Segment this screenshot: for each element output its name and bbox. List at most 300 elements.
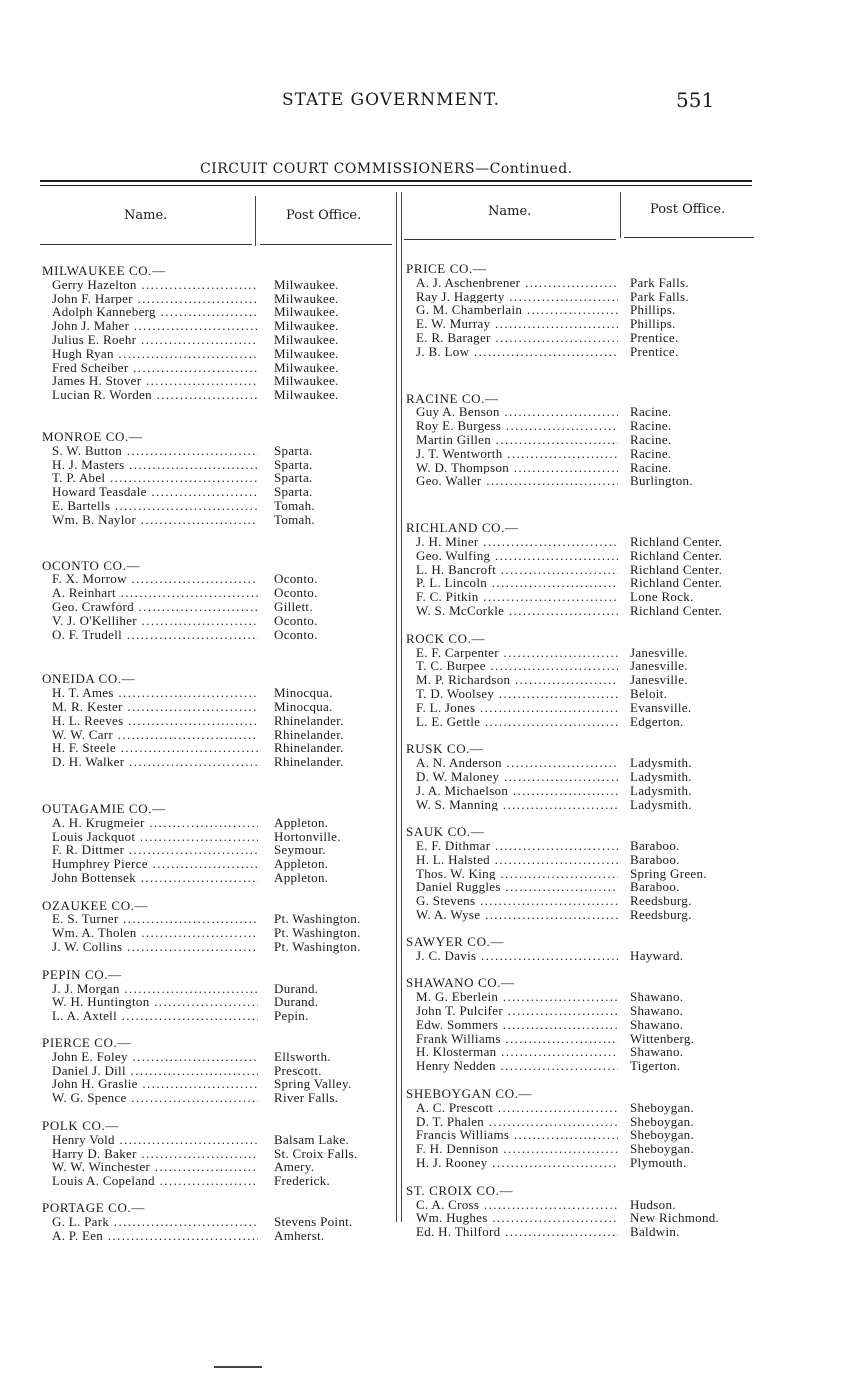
commissioner-name <box>406 447 618 461</box>
post-office: Spring Valley. <box>274 1076 352 1092</box>
commissioner-name-text: John E. Foley <box>52 1049 128 1064</box>
commissioner-entry <box>406 687 756 701</box>
commissioner-entry <box>42 600 394 614</box>
commissioner-entry <box>406 576 756 590</box>
county-name: PIERCE CO.— <box>42 1035 131 1051</box>
commissioner-name <box>42 1064 258 1078</box>
commissioner-name-text: W. A. Wyse <box>416 908 481 922</box>
commissioner-name-text: G. M. Chamberlain <box>416 303 523 318</box>
commissioner-name-text: A. P. Een <box>52 1228 104 1243</box>
commissioner-entry <box>406 1198 756 1212</box>
commissioner-entry <box>42 458 394 472</box>
commissioner-name-text: Daniel J. Dill <box>52 1063 126 1078</box>
post-office: Milwaukee. <box>274 290 339 306</box>
post-office: Beloit. <box>630 685 668 701</box>
commissioner-name-text: M. P. Richardson <box>416 673 511 687</box>
commissioner-entry <box>406 331 756 345</box>
commissioner-name-text: Wm. Hughes <box>416 1211 488 1226</box>
commissioner-name-text: John T. Pulcifer <box>416 1004 504 1018</box>
commissioner-name <box>42 374 258 388</box>
commissioner-name-text: E. W. Murray <box>416 317 491 331</box>
post-office: Park Falls. <box>630 274 689 290</box>
commissioner-entry <box>42 816 394 830</box>
county-name: ONEIDA CO.— <box>42 671 136 687</box>
commissioner-name-text: J. H. Miner <box>416 534 479 549</box>
post-office: Edgerton. <box>630 713 684 729</box>
commissioner-entry <box>406 949 756 963</box>
commissioner-entry <box>406 1004 756 1018</box>
commissioner-entry <box>406 419 756 433</box>
commissioner-entry <box>42 319 394 333</box>
commissioner-entry <box>406 659 756 673</box>
commissioner-entry <box>42 572 394 586</box>
commissioner-name <box>406 1225 618 1239</box>
commissioner-name <box>42 1009 258 1023</box>
commissioner-name-text: Louis A. Copeland <box>52 1174 155 1189</box>
commissioner-name-text: J. C. Davis <box>416 948 477 963</box>
commissioner-name <box>42 388 258 402</box>
commissioner-name-text: Harry D. Baker <box>52 1146 137 1161</box>
commissioner-name-text: Wm. A. Tholen <box>52 926 137 941</box>
post-office: Oconto. <box>274 612 318 628</box>
post-office: Janesville. <box>630 672 688 688</box>
post-office: New Richmond. <box>630 1210 720 1226</box>
county-name: SAWYER CO.— <box>406 933 505 949</box>
commissioner-name <box>406 1115 618 1129</box>
commissioner-name <box>42 458 258 472</box>
commissioner-name-text: S. W. Button <box>52 443 123 458</box>
post-office: Seymour. <box>274 842 326 858</box>
commissioner-name-text: E. F. Dithmar <box>416 839 491 853</box>
commissioner-name <box>406 1045 618 1059</box>
commissioner-entry <box>42 1229 394 1243</box>
commissioner-name <box>42 600 258 614</box>
commissioner-name-text: Ed. H. Thilford <box>416 1225 501 1240</box>
commissioner-name-text: Thos. W. King <box>416 866 496 881</box>
post-office: Burlington. <box>630 473 693 489</box>
commissioner-name-text: Henry Vold <box>52 1132 115 1147</box>
post-office: Richland Center. <box>630 533 723 549</box>
commissioner-name <box>406 331 618 345</box>
commissioner-name <box>406 990 618 1004</box>
commissioner-entry <box>406 867 756 881</box>
commissioner-name-text: Edw. Sommers <box>416 1017 499 1032</box>
commissioner-name-text: O. F. Trudell <box>52 627 123 642</box>
commissioner-name <box>406 535 618 549</box>
commissioner-name-text: H. J. Masters <box>52 457 125 472</box>
commissioner-name <box>406 604 618 618</box>
commissioner-name-text: D. W. Maloney <box>416 769 500 784</box>
commissioner-entry <box>42 374 394 388</box>
post-office: Appleton. <box>274 869 329 885</box>
commissioner-name <box>42 1160 258 1174</box>
commissioner-entry <box>42 843 394 857</box>
commissioner-name <box>42 572 258 586</box>
column-divider <box>620 192 621 238</box>
commissioner-name <box>42 1147 258 1161</box>
commissioner-name <box>42 686 258 700</box>
commissioner-name <box>406 1156 618 1170</box>
post-office: Hortonville. <box>274 828 341 844</box>
post-office: Milwaukee. <box>274 276 339 292</box>
commissioner-name <box>406 949 618 963</box>
commissioner-name-text: W. D. Thompson <box>416 460 510 475</box>
commissioner-name <box>406 1032 618 1046</box>
post-office: River Falls. <box>274 1090 339 1106</box>
commissioner-name <box>406 1101 618 1115</box>
commissioner-name <box>42 444 258 458</box>
commissioner-entry <box>42 513 394 527</box>
commissioner-entry <box>406 701 756 715</box>
post-office: Oconto. <box>274 585 318 601</box>
commissioner-entry <box>42 485 394 499</box>
post-office: Reedsburg. <box>630 907 692 923</box>
county-name: RACINE CO.— <box>406 390 499 406</box>
commissioner-entry <box>406 345 756 359</box>
county-group <box>42 264 394 402</box>
commissioner-entry <box>42 830 394 844</box>
commissioner-name-text: Ray J. Haggerty <box>416 289 505 304</box>
county-name: RICHLAND CO.— <box>406 520 519 536</box>
commissioner-name-text: G. Stevens <box>416 894 476 909</box>
commissioner-name-text: Julius E. Roehr <box>52 332 137 347</box>
column-divider <box>396 192 397 1222</box>
commissioner-name-text: James H. Stover <box>52 374 142 389</box>
commissioner-name <box>42 995 258 1009</box>
post-office: Prentice. <box>630 329 679 345</box>
commissioner-entry <box>406 770 756 784</box>
post-office: Baraboo. <box>630 851 680 867</box>
commissioner-name <box>42 926 258 940</box>
commissioner-name-text: Martin Gillen <box>416 432 492 447</box>
county-name: SHAWANO CO.— <box>406 975 515 991</box>
post-office: Ellsworth. <box>274 1048 331 1064</box>
section-title: CIRCUIT COURT COMMISSIONERS—Continued. <box>200 161 573 177</box>
post-office: Milwaukee. <box>274 359 339 375</box>
county-name: ROCK CO.— <box>406 630 486 646</box>
commissioner-entry <box>42 1174 394 1188</box>
post-office: Prescott. <box>274 1062 322 1078</box>
header-rule <box>404 239 616 240</box>
post-office: Sparta. <box>274 456 313 472</box>
commissioner-name <box>42 741 258 755</box>
post-office: Racine. <box>630 404 672 420</box>
post-office: Durand. <box>274 980 319 996</box>
post-office: Sparta. <box>274 484 313 500</box>
commissioner-name-text: L. E. Gettle <box>416 714 481 729</box>
commissioner-name <box>406 839 618 853</box>
post-office: Evansville. <box>630 699 692 715</box>
post-office: Racine. <box>630 418 672 434</box>
commissioner-name-text: F. H. Dennison <box>416 1142 499 1157</box>
column-divider <box>255 196 256 246</box>
post-office: Pt. Washington. <box>274 911 361 927</box>
commissioner-name-text: A. J. Aschenbrener <box>416 275 521 290</box>
post-office: Amery. <box>274 1159 315 1175</box>
post-office: Appleton. <box>274 814 329 830</box>
post-office: Richland Center. <box>630 575 723 591</box>
commissioner-entry <box>406 880 756 894</box>
commissioner-name <box>406 345 618 359</box>
commissioner-name-text: Humphrey Pierce <box>52 857 148 871</box>
commissioner-name <box>42 586 258 600</box>
commissioner-name <box>406 1059 618 1073</box>
commissioner-name <box>406 770 618 784</box>
page-number: 551 <box>676 88 715 112</box>
commissioner-name-text: H. J. Rooney <box>416 1156 488 1170</box>
commissioner-name <box>406 303 618 317</box>
commissioner-name <box>406 867 618 881</box>
commissioner-entry <box>406 303 756 317</box>
commissioner-name-text: W. G. Spence <box>52 1091 127 1106</box>
commissioner-name <box>42 714 258 728</box>
post-office: Baraboo. <box>630 879 680 895</box>
commissioner-name-text: A. Reinhart <box>52 586 116 600</box>
commissioner-name-text: M. G. Eberlein <box>416 990 499 1005</box>
county-name: OCONTO CO.— <box>42 557 141 573</box>
commissioner-entry <box>42 926 394 940</box>
right-column <box>406 262 756 1239</box>
commissioner-name-text: John J. Maher <box>52 319 130 333</box>
commissioner-entry <box>406 1059 756 1073</box>
commissioner-name <box>406 461 618 475</box>
commissioner-entry <box>42 1147 394 1161</box>
commissioner-name <box>406 290 618 304</box>
county-group <box>42 968 394 1023</box>
commissioner-name <box>42 1229 258 1243</box>
post-office: Ladysmith. <box>630 796 692 812</box>
commissioner-name <box>406 1198 618 1212</box>
county-name: PORTAGE CO.— <box>42 1200 145 1216</box>
commissioner-name-text: W. S. McCorkle <box>416 603 505 618</box>
post-office: Shawano. <box>630 1044 684 1060</box>
commissioner-entry <box>42 1160 394 1174</box>
commissioner-name-text: E. Bartells <box>52 498 111 513</box>
commissioner-entry <box>406 839 756 853</box>
commissioner-entry <box>42 1077 394 1091</box>
commissioner-name <box>406 563 618 577</box>
commissioner-name <box>406 894 618 908</box>
commissioner-name <box>406 576 618 590</box>
county-name: ST. CROIX CO.— <box>406 1182 514 1198</box>
commissioner-entry <box>42 1133 394 1147</box>
commissioner-entry <box>42 755 394 769</box>
commissioner-name <box>42 871 258 885</box>
commissioner-name <box>42 1174 258 1188</box>
county-group <box>406 1184 756 1239</box>
commissioner-entry <box>406 1156 756 1170</box>
post-office: Rhinelander. <box>274 712 344 728</box>
county-name: POLK CO.— <box>42 1118 119 1134</box>
commissioner-entry <box>42 278 394 292</box>
post-office: Minocqua. <box>274 685 333 701</box>
commissioner-entry <box>406 433 756 447</box>
commissioner-name <box>406 549 618 563</box>
commissioner-name-text: L. A. Axtell <box>52 1009 117 1024</box>
commissioner-entry <box>406 894 756 908</box>
commissioner-entry <box>406 715 756 729</box>
county-group <box>42 430 394 527</box>
commissioner-name <box>406 1128 618 1142</box>
commissioner-name-text: D. H. Walker <box>52 755 125 769</box>
post-office: Racine. <box>630 431 672 447</box>
post-office: Stevens Point. <box>274 1213 353 1229</box>
commissioner-entry <box>406 276 756 290</box>
county-group <box>42 672 394 769</box>
commissioner-name-text: J. B. Low <box>416 344 470 359</box>
county-name: SHEBOYGAN CO.— <box>406 1086 533 1102</box>
commissioner-name <box>406 419 618 433</box>
commissioner-name-text: Louis Jackquot <box>52 829 136 844</box>
commissioner-entry <box>42 361 394 375</box>
post-office: Reedsburg. <box>630 893 692 909</box>
commissioner-entry <box>42 995 394 1009</box>
commissioner-entry <box>42 857 394 871</box>
post-office: Wittenberg. <box>630 1030 695 1046</box>
commissioner-entry <box>406 405 756 419</box>
commissioner-entry <box>42 741 394 755</box>
post-office: Sparta. <box>274 442 313 458</box>
commissioner-name-text: T. C. Burpee <box>416 659 486 674</box>
post-office: Milwaukee. <box>274 331 339 347</box>
commissioner-name <box>406 405 618 419</box>
county-name: OUTAGAMIE CO.— <box>42 800 166 816</box>
commissioner-name-text: W. S. Manning <box>416 797 499 812</box>
commissioner-name-text: Gerry Hazelton <box>52 277 137 292</box>
commissioner-entry <box>42 728 394 742</box>
commissioner-entry <box>406 784 756 798</box>
commissioner-entry <box>42 471 394 485</box>
post-office: Balsam Lake. <box>274 1131 350 1147</box>
commissioner-name-text: W. W. Winchester <box>52 1160 151 1175</box>
commissioner-name-text: L. H. Bancroft <box>416 562 497 577</box>
commissioner-name-text: J. A. Michaelson <box>416 783 509 798</box>
commissioner-entry <box>406 290 756 304</box>
post-office: Spring Green. <box>630 865 707 881</box>
county-name: OZAUKEE CO.— <box>42 897 149 913</box>
commissioner-name-text: Howard Teasdale <box>52 485 147 499</box>
post-office: Sparta. <box>274 470 313 486</box>
county-group <box>42 1119 394 1188</box>
commissioner-name <box>406 317 618 331</box>
post-office: Minocqua. <box>274 698 333 714</box>
post-office: Oconto. <box>274 571 318 587</box>
commissioner-name <box>42 857 258 871</box>
commissioner-entry <box>42 614 394 628</box>
commissioner-name-text: M. R. Kester <box>52 699 123 714</box>
post-office: Tigerton. <box>630 1058 681 1074</box>
commissioner-name-text: J. T. Wentworth <box>416 446 503 461</box>
commissioner-name <box>42 1091 258 1105</box>
county-group <box>42 899 394 954</box>
commissioner-name <box>42 912 258 926</box>
commissioner-entry <box>42 982 394 996</box>
post-office: Richland Center. <box>630 547 723 563</box>
commissioner-entry <box>42 586 394 600</box>
commissioner-entry <box>42 912 394 926</box>
commissioner-name <box>42 333 258 347</box>
right-office-header: Post Office. <box>650 202 726 217</box>
commissioner-name <box>42 319 258 333</box>
commissioner-name-text: W. H. Huntington <box>52 995 150 1010</box>
commissioner-entry <box>406 461 756 475</box>
commissioner-entry <box>406 474 756 488</box>
post-office: Pt. Washington. <box>274 925 361 941</box>
post-office: Ladysmith. <box>630 755 692 771</box>
commissioner-name-text: Geo. Crawford <box>52 599 134 614</box>
commissioner-entry <box>406 535 756 549</box>
commissioner-name-text: H. Klosterman <box>416 1045 497 1060</box>
post-office: Lone Rock. <box>630 589 694 605</box>
post-office: Richland Center. <box>630 602 723 618</box>
commissioner-name <box>406 715 618 729</box>
post-office: Milwaukee. <box>274 318 339 334</box>
commissioner-name-text: John H. Graslie <box>52 1077 138 1092</box>
commissioner-name <box>42 830 258 844</box>
column-divider <box>401 192 402 1222</box>
county-group <box>406 1087 756 1170</box>
commissioner-name-text: J. W. Collins <box>52 940 123 954</box>
commissioner-entry <box>406 1018 756 1032</box>
post-office: Plymouth. <box>630 1155 687 1171</box>
county-name: SAUK CO.— <box>406 824 485 840</box>
post-office: Milwaukee. <box>274 304 339 320</box>
post-office: Sheboygan. <box>630 1099 695 1115</box>
commissioner-name <box>42 1133 258 1147</box>
post-office: Richland Center. <box>630 561 723 577</box>
commissioner-name-text: G. L. Park <box>52 1214 110 1229</box>
commissioner-entry <box>406 646 756 660</box>
commissioner-entry <box>42 444 394 458</box>
county-group <box>406 976 756 1073</box>
commissioner-name <box>406 474 618 488</box>
header-rule <box>40 244 252 245</box>
commissioner-name <box>406 433 618 447</box>
commissioner-entry <box>42 1215 394 1229</box>
left-office-header: Post Office. <box>286 208 362 223</box>
commissioner-entry <box>406 990 756 1004</box>
commissioner-entry <box>406 1101 756 1115</box>
commissioner-entry <box>406 673 756 687</box>
county-group <box>406 825 756 922</box>
commissioner-name <box>42 485 258 499</box>
commissioner-name-text: H. F. Steele <box>52 741 116 756</box>
commissioner-name <box>42 278 258 292</box>
post-office: Oconto. <box>274 626 318 642</box>
commissioner-name <box>406 853 618 867</box>
commissioner-name-text: Geo. Waller <box>416 474 482 489</box>
county-name: PEPIN CO.— <box>42 966 122 982</box>
commissioner-name <box>406 880 618 894</box>
commissioner-name-text: T. P. Abel <box>52 471 106 486</box>
commissioner-name-text: Henry Nedden <box>416 1059 496 1074</box>
post-office: Rhinelander. <box>274 740 344 756</box>
post-office: Milwaukee. <box>274 387 339 403</box>
commissioner-name <box>42 499 258 513</box>
commissioner-name <box>406 1142 618 1156</box>
commissioner-name-text: H. L. Halsted <box>416 852 490 867</box>
post-office: Janesville. <box>630 658 688 674</box>
right-name-header: Name. <box>488 204 532 219</box>
commissioner-name-text: A. H. Krugmeier <box>52 815 145 830</box>
commissioner-name-text: A. C. Prescott <box>416 1100 494 1115</box>
post-office: Hayward. <box>630 947 684 963</box>
post-office: Shawano. <box>630 1003 684 1019</box>
header-rule <box>260 244 392 245</box>
left-column <box>42 264 394 1242</box>
commissioner-name <box>42 843 258 857</box>
post-office: Amherst. <box>274 1227 325 1243</box>
